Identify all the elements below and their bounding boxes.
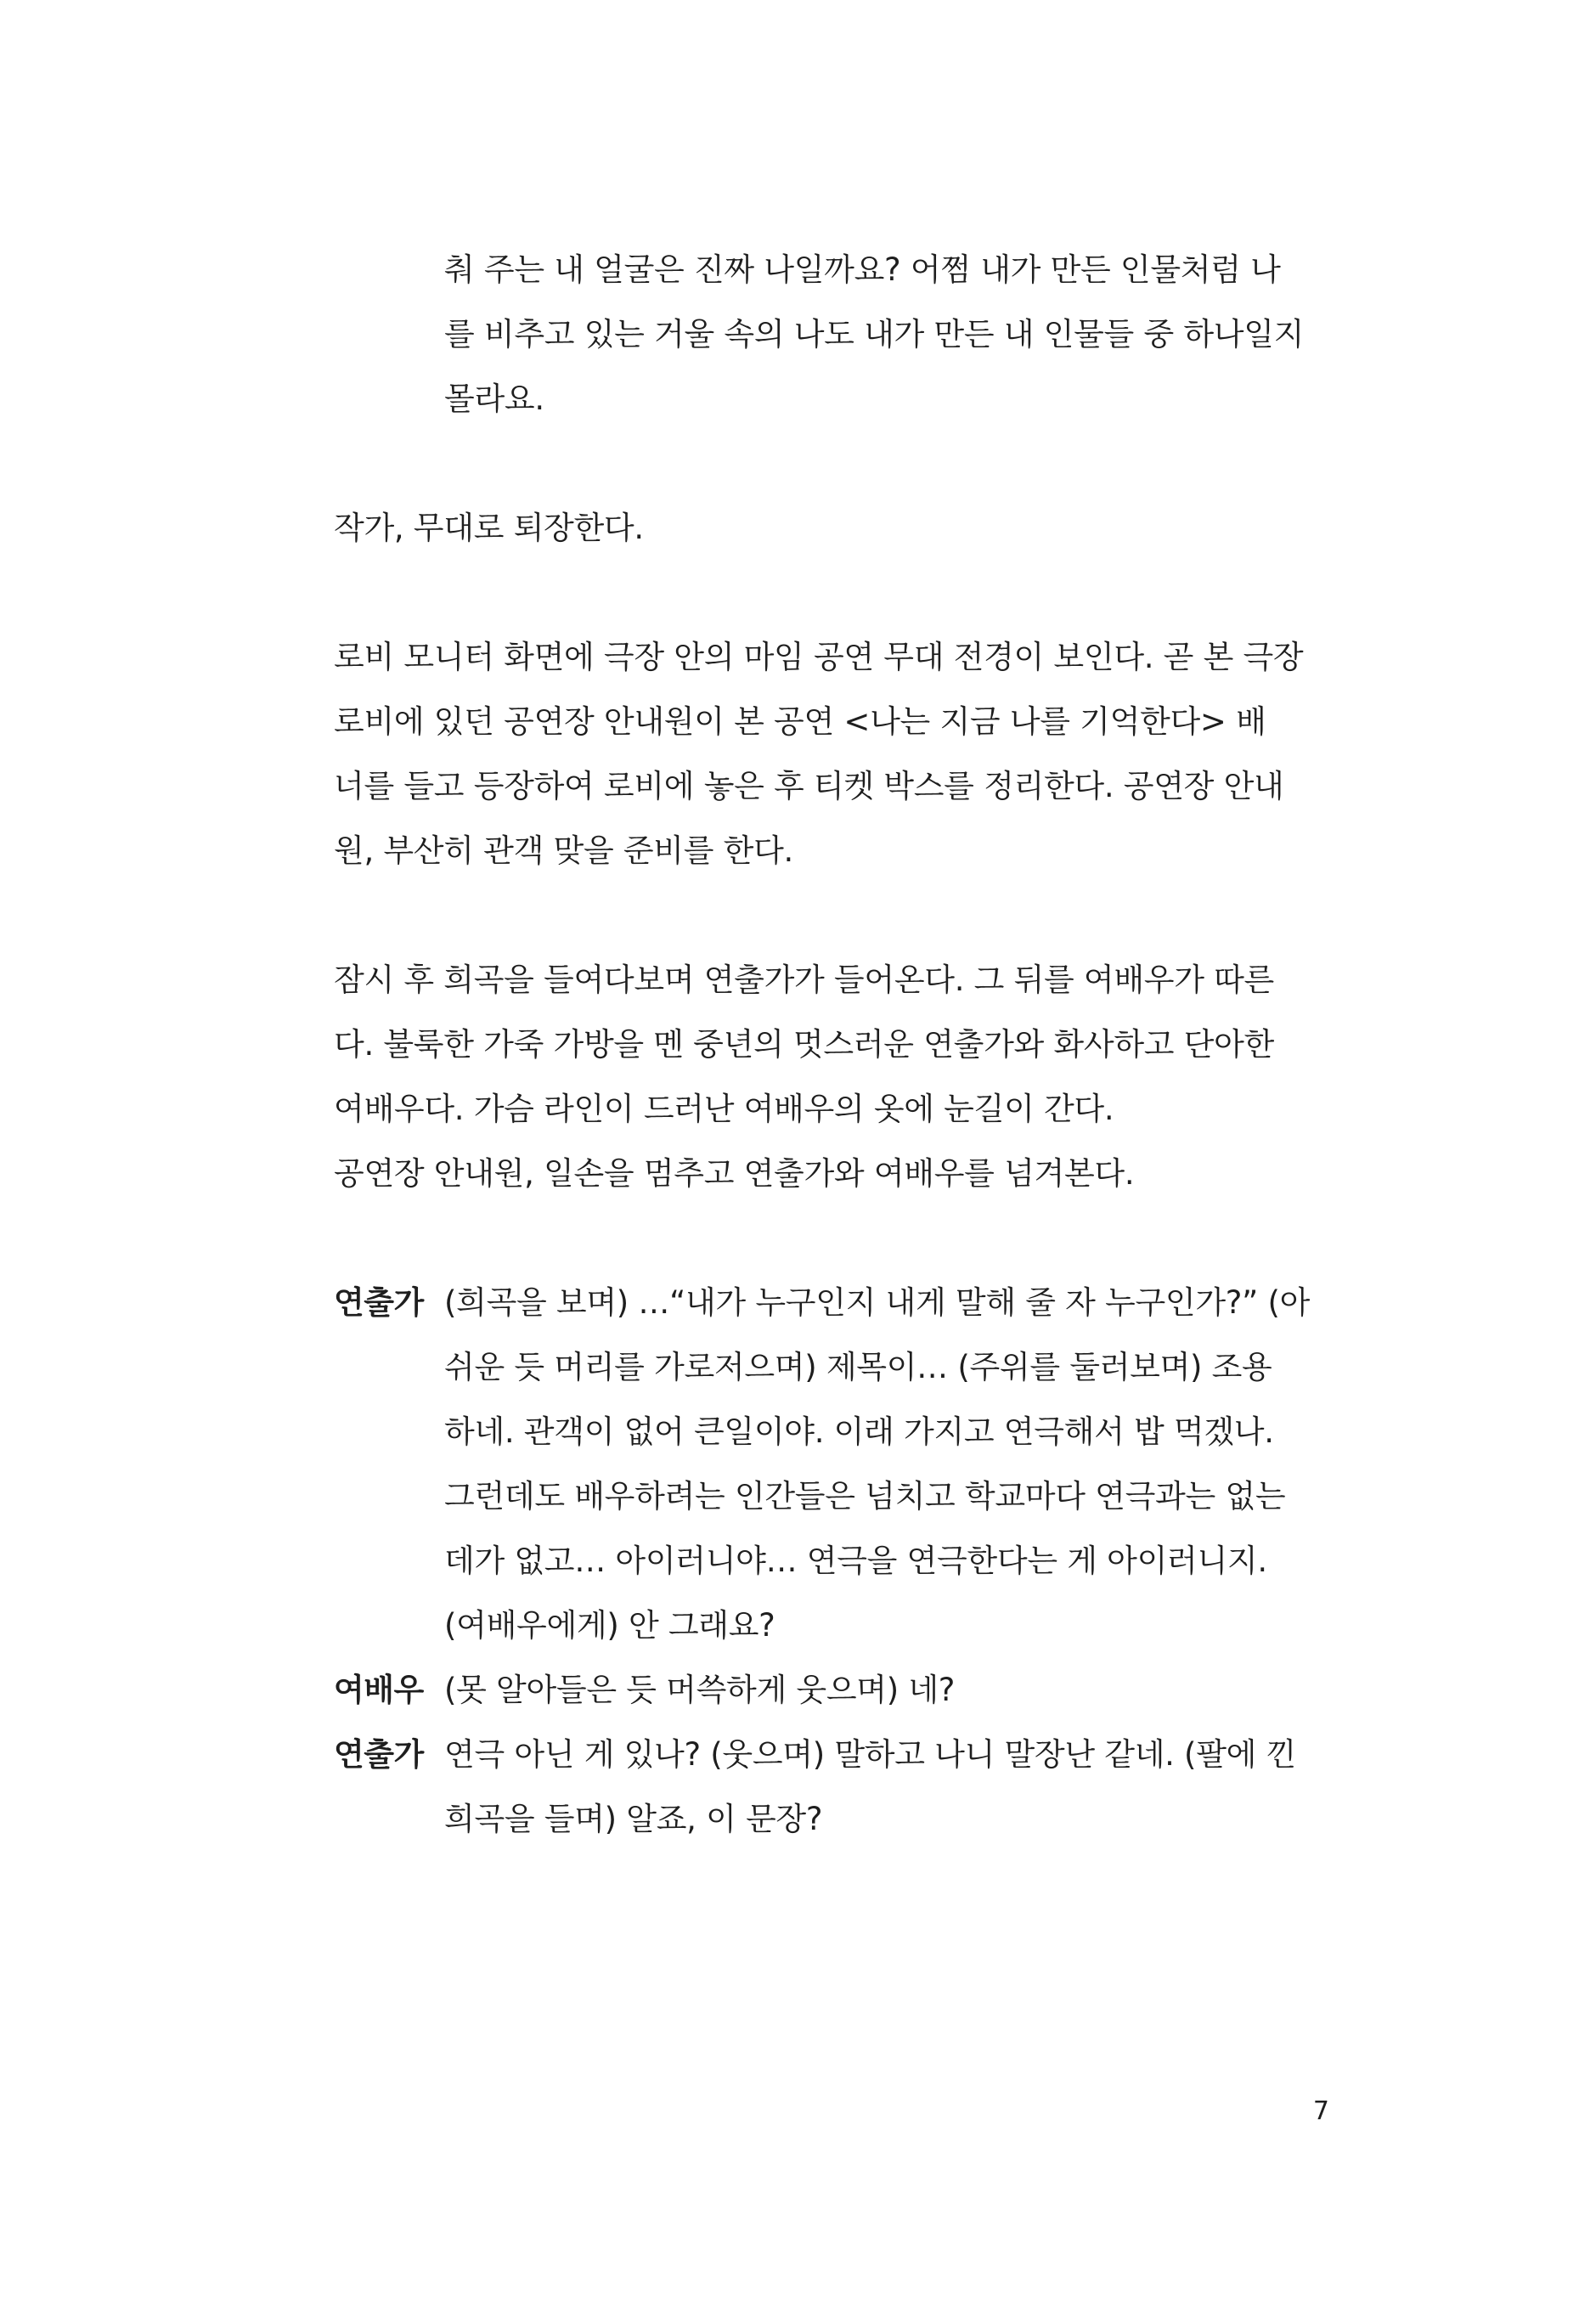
dialogue-entry [334, 1723, 1329, 1852]
text-line: 원, 부산히 관객 맞을 준비를 한다. [334, 832, 793, 869]
text-line: 춰 주는 내 얼굴은 진짜 나일까요? 어쩜 내가 만든 인물처럼 나 [444, 251, 1281, 288]
text-line: 여배우다. 가슴 라인이 드러난 여배우의 옷에 눈길이 간다. [334, 1091, 1114, 1127]
stage-direction [334, 496, 1329, 561]
speaker-name: 여배우 [334, 1672, 424, 1708]
speech [444, 1271, 1329, 1658]
text-line: 희곡을 들며) 알죠, 이 문장? [444, 1801, 823, 1837]
continuation-speech [334, 238, 1329, 432]
text-line: 너를 들고 등장하여 로비에 놓은 후 티켓 박스를 정리한다. 공연장 안내 [334, 768, 1284, 804]
speaker-name: 연출가 [334, 1736, 424, 1773]
speaker-name: 연출가 [334, 1284, 424, 1321]
text-line: 를 비추고 있는 거울 속의 나도 내가 만든 내 인물들 중 하나일지 [444, 316, 1305, 353]
text-line: 하네. 관객이 없어 큰일이야. 이래 가지고 연극해서 밥 먹겠나. [444, 1413, 1274, 1450]
dialogue-entry [334, 1271, 1329, 1658]
speech [444, 1658, 1329, 1723]
text-line: (희곡을 보며) …“내가 누구인지 내게 말해 줄 자 누구인가?” (아 [444, 1284, 1311, 1321]
dialogue-block [334, 1271, 1329, 1852]
page-number: 7 [1312, 2096, 1329, 2126]
text-line: 데가 없고… 아이러니야… 연극을 연극한다는 게 아이러니지. [444, 1543, 1267, 1579]
speech [444, 1723, 1329, 1852]
text-column [334, 238, 1329, 1852]
text-line: 공연장 안내원, 일손을 멈추고 연출가와 여배우를 넘겨본다. [334, 1155, 1135, 1192]
dialogue-entry [334, 1658, 1329, 1723]
text-line: 그런데도 배우하려는 인간들은 넘치고 학교마다 연극과는 없는 [444, 1478, 1286, 1514]
text-line: 작가, 무대로 퇴장한다. [334, 510, 644, 546]
text-line: (못 알아들은 듯 머쓱하게 웃으며) 네? [444, 1672, 956, 1708]
text-line: 몰라요. [444, 381, 544, 417]
text-line: (여배우에게) 안 그래요? [444, 1607, 775, 1644]
text-line: 로비에 있던 공연장 안내원이 본 공연 <나는 지금 나를 기억한다> 배 [334, 703, 1266, 740]
text-line: 쉬운 듯 머리를 가로저으며) 제목이… (주위를 둘러보며) 조용 [444, 1349, 1272, 1385]
stage-direction [334, 625, 1329, 883]
text-line: 잠시 후 희곡을 들여다보며 연출가가 들어온다. 그 뒤를 여배우가 따른 [334, 962, 1274, 998]
stage-direction [334, 948, 1329, 1206]
text-line: 로비 모니터 화면에 극장 안의 마임 공연 무대 전경이 보인다. 곧 본 극장 [334, 639, 1304, 675]
text-line: 연극 아닌 게 있나? (웃으며) 말하고 나니 말장난 같네. (팔에 낀 [444, 1736, 1296, 1773]
text-line: 다. 불룩한 가죽 가방을 멘 중년의 멋스러운 연출가와 화사하고 단아한 [334, 1026, 1274, 1063]
